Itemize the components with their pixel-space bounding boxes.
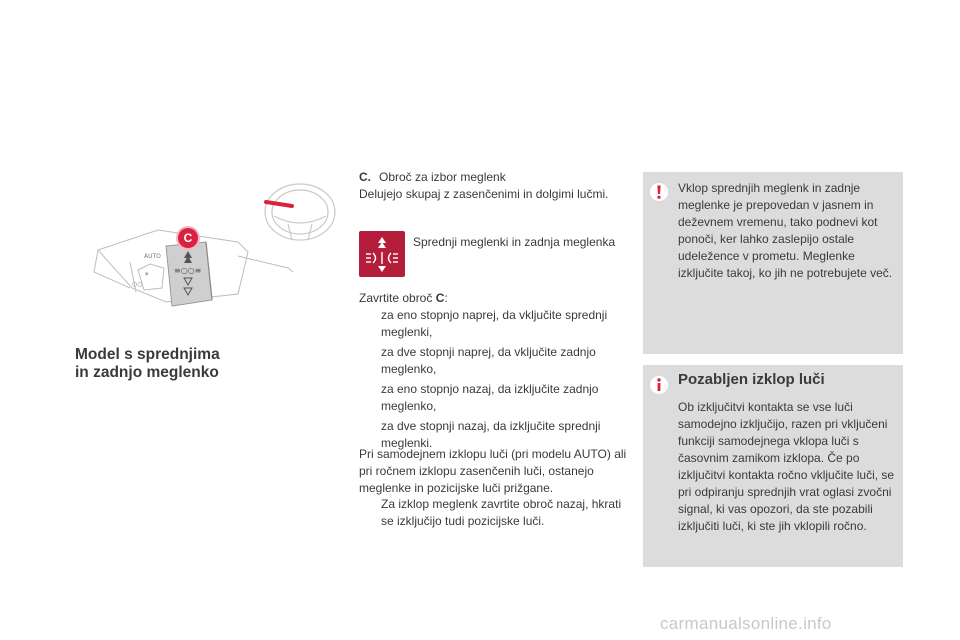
list-item: [359, 496, 629, 530]
callout-c-letter: C: [183, 231, 193, 245]
svg-text:AUTO: AUTO: [144, 253, 161, 260]
steering-wheel-icon: [265, 184, 335, 240]
section-heading-line2: in zadnjo meglenko: [75, 364, 219, 381]
info-text: Ob izključitvi kontakta se vse luči samodejno izključijo, razen pri vključeni funkciji samodejnega vklopa luči s časovnim zamikom izklopa. Če po izključitvi kontakta ročno vključite luči, se pri odpiranju sprednjih vrat oglasi zvočni signal, ki vas opozori, da ste pozabili izključiti luči, ki ste jih vklopili ročno.: [678, 400, 895, 533]
rotate-steps-list: [359, 307, 629, 455]
watermark: carmanualsonline.info: [660, 614, 832, 633]
list-item: [359, 344, 629, 378]
ring-letter: C.: [359, 170, 371, 184]
callout-c-badge: [178, 228, 198, 248]
step-text: za eno stopnjo nazaj, da izključite zadnjo meglenko,: [381, 382, 599, 413]
step-text: Za izklop meglenk zavrtite obroč nazaj, hkrati se izključijo tudi pozicijske luči.: [381, 497, 622, 528]
ring-title: Obroč za izbor meglenk: [379, 170, 506, 184]
step-text: za eno stopnjo naprej, da vključite sprednji meglenki,: [381, 308, 608, 339]
info-panel: [643, 365, 903, 567]
svg-text:○○: ○○: [132, 281, 143, 288]
auto-off-steps-list: [359, 496, 629, 533]
section-heading-line1: Model s sprednjima: [75, 346, 220, 363]
info-icon: [649, 375, 669, 395]
auto-off-paragraph: Pri samodejnem izklopu luči (pri modelu AUTO) ali pri ročnem izklopu zasenčenih luči, ostanejo meglenke in pozicijske luči prižgane.: [359, 447, 627, 495]
rotate-intro-letter: C: [435, 291, 445, 305]
svg-text:☀: ☀: [144, 271, 150, 278]
ring-description: Delujejo skupaj z zasenčenimi in dolgimi lučmi.: [359, 187, 609, 201]
ring-title-line: [359, 169, 506, 186]
front-rear-fog-lamp-icon: [359, 231, 405, 277]
list-item: [359, 381, 629, 415]
fog-symbol-label: Sprednji meglenki in zadnja meglenka: [413, 235, 616, 249]
warning-panel: [643, 172, 903, 354]
info-title: Pozabljen izklop luči: [678, 371, 825, 388]
rotate-intro-prefix: Zavrtite obroč: [359, 291, 436, 305]
warning-text: Vklop sprednjih meglenk in zadnje meglenke je prepovedan v jasnem in deževnem vremenu, tako podnevi kot ponoči, ker lahko zaslepijo ostale udeležence v prometu. Meglenke izključite takoj, ko jih ne potrebujete več.: [678, 181, 893, 280]
stalk-drawing: [88, 172, 338, 322]
lighting-stalk-illustration: [88, 172, 338, 322]
rotate-intro: [359, 290, 448, 307]
svg-text:≡○○≡: ≡○○≡: [174, 266, 202, 275]
rotate-intro-suffix: :: [444, 291, 448, 305]
step-text: za dve stopnji naprej, da vključite zadnjo meglenko,: [381, 345, 596, 376]
section-heading: [75, 346, 325, 382]
list-item: [359, 307, 629, 341]
step-text: za dve stopnji nazaj, da izključite sprednji meglenki.: [381, 419, 601, 450]
exclamation-icon: [649, 182, 669, 202]
